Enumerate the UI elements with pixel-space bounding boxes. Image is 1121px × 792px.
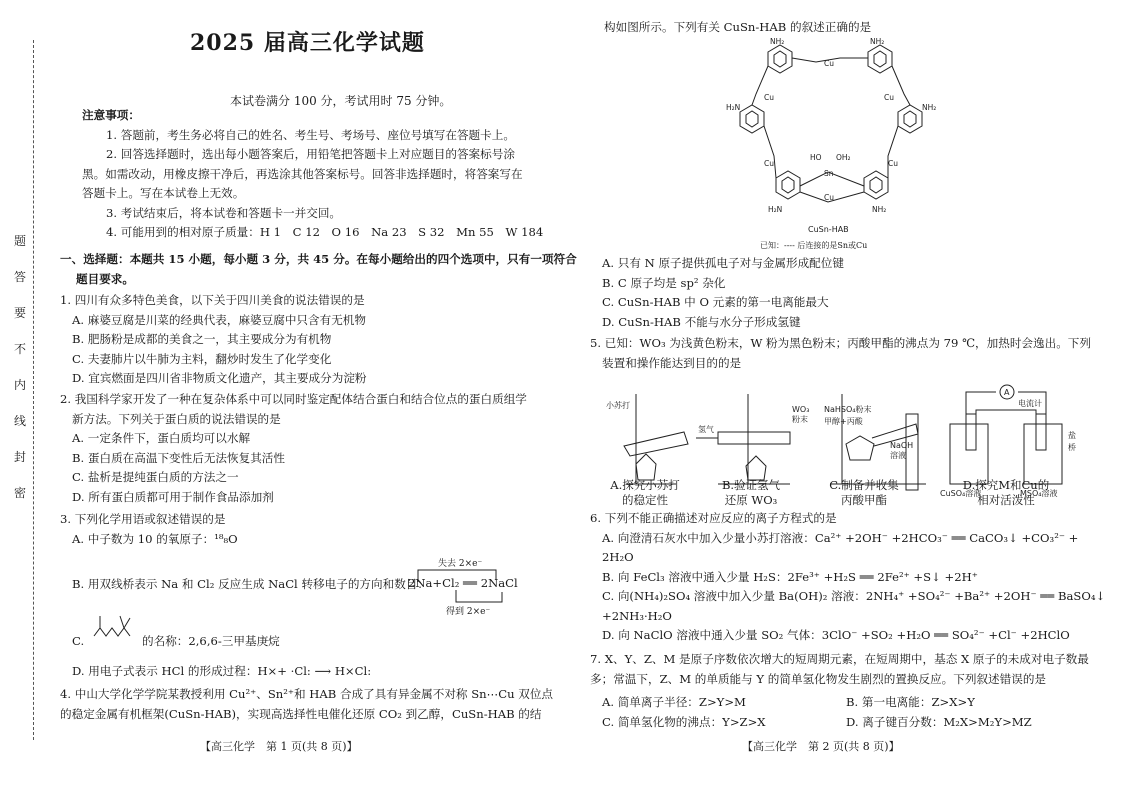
- svg-text:Cu: Cu: [888, 159, 898, 168]
- question-stem: 6. 下列不能正确描述对应反应的离子方程式的是: [590, 511, 837, 525]
- option-a: A. 一定条件下，蛋白质均可以水解: [72, 431, 251, 445]
- question-stem: 装置和操作能达到目的的是: [602, 355, 742, 370]
- option-c-cont: +2NH₃·H₂O: [602, 608, 672, 623]
- caption-line: 还原 WO₃: [724, 493, 778, 507]
- notice-item: 2. 回答选择题时，选出每小题答案后，用铅笔把答题卡上对应题目的答案标号涂: [106, 147, 515, 161]
- option-a: A. 中子数为 10 的氧原子：¹⁸₈O: [72, 531, 238, 546]
- option-d: D. 用电子式表示 HCl 的形成过程：H×+ ·Cl: ⟶ H×Cl:: [72, 664, 372, 678]
- question-stem: 构如图所示。下列有关 CuSn-HAB 的叙述正确的是: [604, 20, 872, 34]
- question-7: [590, 650, 1089, 689]
- bridge-equation: 2Na+Cl₂ ══ 2NaCl: [408, 576, 518, 590]
- seal-line: [33, 40, 34, 740]
- option-b: B. 蛋白质在高温下变性后无法恢复其活性: [72, 450, 285, 465]
- label-c3: NaOH: [890, 441, 914, 450]
- svg-text:H₂N: H₂N: [768, 205, 783, 214]
- caption-line: 相对活泼性: [977, 493, 1035, 507]
- caption-c: [826, 478, 902, 508]
- svg-text:NH₂: NH₂: [870, 38, 885, 46]
- label-b3: 氢气: [698, 425, 714, 434]
- section-heading: [60, 250, 577, 289]
- margin-char: 题: [14, 234, 27, 248]
- question-6: [590, 509, 1105, 646]
- label-d5: MSO₄溶液: [1020, 489, 1058, 498]
- label-b2: 粉末: [792, 415, 808, 424]
- label-d2: 盐: [1068, 431, 1076, 440]
- question-4-stem: [60, 685, 553, 724]
- question-4-options: [602, 254, 844, 332]
- notice-item: 黑。如需改动，用橡皮擦干净后，再选涂其他答案标号。回答非选择题时，将答案写在: [82, 166, 523, 181]
- notice-item: 3. 考试结束后，将本试卷和答题卡一并交回。: [106, 205, 342, 220]
- option-a: A. 向澄清石灰水中加入少量小苏打溶液：Ca²⁺ +2OH⁻ +2HCO₃⁻ ══ CaCO₃↓ +CO₃²⁻ +: [602, 530, 1079, 545]
- caption-d: [956, 478, 1056, 508]
- figure-caption: CuSn-HAB: [808, 225, 849, 234]
- svg-text:Sn: Sn: [824, 169, 834, 178]
- double-bridge-diagram: [402, 556, 536, 618]
- label-d3: 桥: [1068, 443, 1076, 452]
- svg-text:NH₂: NH₂: [770, 38, 785, 46]
- caption-line: B.验证氢气: [721, 478, 781, 492]
- option-c: C. 盐析是提纯蛋白质的方法之一: [72, 470, 239, 484]
- option-c: 的名称：2,6,6-三甲基庚烷: [142, 634, 280, 648]
- option-d: D. CuSn-HAB 不能与水分子形成氢键: [602, 314, 801, 329]
- question-stem: 3. 下列化学用语或叙述错误的是: [60, 512, 226, 526]
- label-d4: CuSO₄溶液: [940, 489, 982, 498]
- label-c1: NaHSO₄粉末: [824, 405, 872, 414]
- notice-item: 4. 可能用到的相对原子质量：H 1 C 12 O 16 Na 23 S 32 Mn 55 W 184: [106, 225, 544, 239]
- option-a: A. 简单离子半径：Z>Y>M: [602, 695, 746, 709]
- svg-text:NH₂: NH₂: [922, 103, 937, 112]
- question-5-stem: [590, 334, 1091, 373]
- label-d1: 电流计: [1018, 399, 1042, 408]
- svg-text:H₂N: H₂N: [726, 103, 741, 112]
- question-3: [60, 510, 238, 549]
- svg-text:HO: HO: [810, 153, 822, 162]
- option-b: B. 肥肠粉是成都的美食之一，其主要成分为有机物: [72, 332, 332, 346]
- caption-b: [716, 478, 786, 508]
- svg-text:Cu: Cu: [884, 93, 894, 102]
- option-c-label: C.: [72, 634, 85, 648]
- question-stem: 2. 我国科学家开发了一种在复杂体系中可以同时鉴定配体结合蛋白和结合位点的蛋白质组学: [60, 392, 527, 406]
- caption-a: [610, 478, 680, 508]
- margin-char: 封: [14, 450, 27, 464]
- option-d: D. 所有蛋白质都可用于制作食品添加剂: [72, 489, 274, 504]
- question-stem: 的稳定金属有机框架(CuSn-HAB)，实现高选择性电催化还原 CO₂ 到乙醇，CuSn-HAB 的结: [60, 706, 542, 721]
- svg-text:NH₂: NH₂: [872, 205, 887, 214]
- footer-left: 【高三化学 第 1 页(共 8 页)】: [200, 740, 358, 753]
- section-heading-line: 题目要求。: [76, 271, 134, 286]
- question-2: [60, 390, 527, 507]
- label-a1: 小苏打: [606, 401, 630, 410]
- option-d: D. 离子键百分数：M₂X>M₂Y>MZ: [846, 715, 1032, 729]
- svg-text:Cu: Cu: [824, 59, 834, 68]
- question-stem: 4. 中山大学化学学院某教授利用 Cu²⁺、Sn²⁺和 HAB 合成了具有异金属不对称 Sn⋯Cu 双位点: [60, 687, 554, 701]
- notice-heading: 注意事项：: [82, 108, 140, 122]
- binding-margin: [0, 0, 38, 792]
- notice-item: 答题卡上。写在本试卷上无效。: [82, 186, 245, 200]
- question-stem: 多；常温下，Z、M 的单质能与 Y 的简单氢化物发生剧烈的置换反应。下列叙述错误的是: [590, 671, 1047, 686]
- label-b1: WO₃: [792, 405, 810, 414]
- label-dA: A: [1004, 388, 1010, 397]
- option-b: B. C 原子均是 sp² 杂化: [602, 275, 726, 290]
- section-heading-line: 一、选择题：本题共 15 小题，每小题 3 分，共 45 分。在每小题给出的四个选项中，只有一项符合: [60, 252, 577, 266]
- exam-subtitle: 本试卷满分 100 分，考试用时 75 分钟。: [230, 94, 452, 108]
- question-stem: 1. 四川有众多特色美食，以下关于四川美食的说法错误的是: [60, 293, 365, 307]
- caption-line: C.制备并收集: [829, 478, 899, 492]
- figure-note: 已知：---- 后连接的是Sn或Cu: [760, 241, 868, 250]
- option-c: C. 向(NH₄)₂SO₄ 溶液中加入少量 Ba(OH)₂ 溶液：2NH₄⁺ +SO₄²⁻ +Ba²⁺ +2OH⁻ ══ BaSO₄↓: [602, 589, 1106, 603]
- question-1: [60, 291, 367, 389]
- option-d: D. 向 NaClO 溶液中通入少量 SO₂ 气体：3ClO⁻ +SO₂ +H₂O ══ SO₄²⁻ +Cl⁻ +2HClO: [602, 628, 1070, 642]
- option-b: B. 向 FeCl₃ 溶液中通入少量 H₂S：2Fe³⁺ +H₂S ══ 2Fe²⁺ +S↓ +2H⁺: [602, 569, 978, 584]
- cusn-hab-structure-figure: [716, 38, 952, 240]
- caption-line: A.探究小苏打: [610, 478, 680, 492]
- label-c2: 甲醇+丙酸: [824, 417, 863, 426]
- question-stem: 新方法。下列关于蛋白质的说法错误的是: [72, 411, 281, 426]
- skeletal-structure-icon: [92, 612, 136, 646]
- exam-title: 2025 届高三化学试题: [190, 30, 425, 56]
- option-c: C. CuSn-HAB 中 O 元素的第一电离能最大: [602, 295, 829, 309]
- notice-block: [82, 106, 543, 243]
- option-b: B. 用双线桥表示 Na 和 Cl₂ 反应生成 NaCl 转移电子的方向和数目：: [72, 577, 429, 591]
- svg-text:Cu: Cu: [764, 159, 774, 168]
- margin-char: 线: [14, 414, 27, 428]
- footer-right: 【高三化学 第 2 页(共 8 页)】: [742, 740, 900, 753]
- margin-char: 要: [14, 306, 27, 320]
- caption-line: 的稳定性: [622, 493, 668, 507]
- option-c: C. 夫妻肺片以牛肺为主料，翻炒时发生了化学变化: [72, 351, 332, 366]
- margin-char: 答: [14, 270, 27, 284]
- margin-char: 密: [14, 486, 27, 500]
- option-c: C. 简单氢化物的沸点：Y>Z>X: [602, 715, 766, 729]
- caption-line: 丙酸甲酯: [841, 493, 887, 507]
- bridge-top-label: 失去 2×e⁻: [438, 559, 483, 569]
- option-a: A. 只有 N 原子提供孤电子对与金属形成配位键: [602, 256, 844, 270]
- notice-item: 1. 答题前，考生务必将自己的姓名、考生号、考场号、座位号填写在答题卡上。: [106, 127, 515, 142]
- question-stem: 5. 已知：WO₃ 为浅黄色粉末，W 粉为黑色粉末；丙酸甲酯的沸点为 79 ℃，加热时会逸出。下列: [590, 336, 1091, 350]
- bridge-bottom-label: 得到 2×e⁻: [446, 607, 491, 617]
- svg-text:OH₂: OH₂: [836, 153, 851, 162]
- caption-line: D.探究M和Cu的: [962, 478, 1050, 492]
- margin-char: 内: [14, 378, 27, 392]
- option-a-cont: 2H₂O: [602, 550, 634, 564]
- label-c4: 溶液: [890, 451, 906, 460]
- option-b: B. 第一电离能：Z>X>Y: [846, 695, 975, 709]
- question-stem: 7. X、Y、Z、M 是原子序数依次增大的短周期元素，在短周期中，基态 X 原子的未成对电子数最: [590, 652, 1089, 666]
- svg-text:Cu: Cu: [764, 93, 774, 102]
- margin-char: 不: [14, 342, 27, 356]
- option-d: D. 宜宾燃面是四川省非物质文化遗产，其主要成分为淀粉: [72, 371, 367, 385]
- svg-text:Cu: Cu: [824, 193, 834, 202]
- option-a: A. 麻婆豆腐是川菜的经典代表，麻婆豆腐中只含有无机物: [72, 312, 366, 327]
